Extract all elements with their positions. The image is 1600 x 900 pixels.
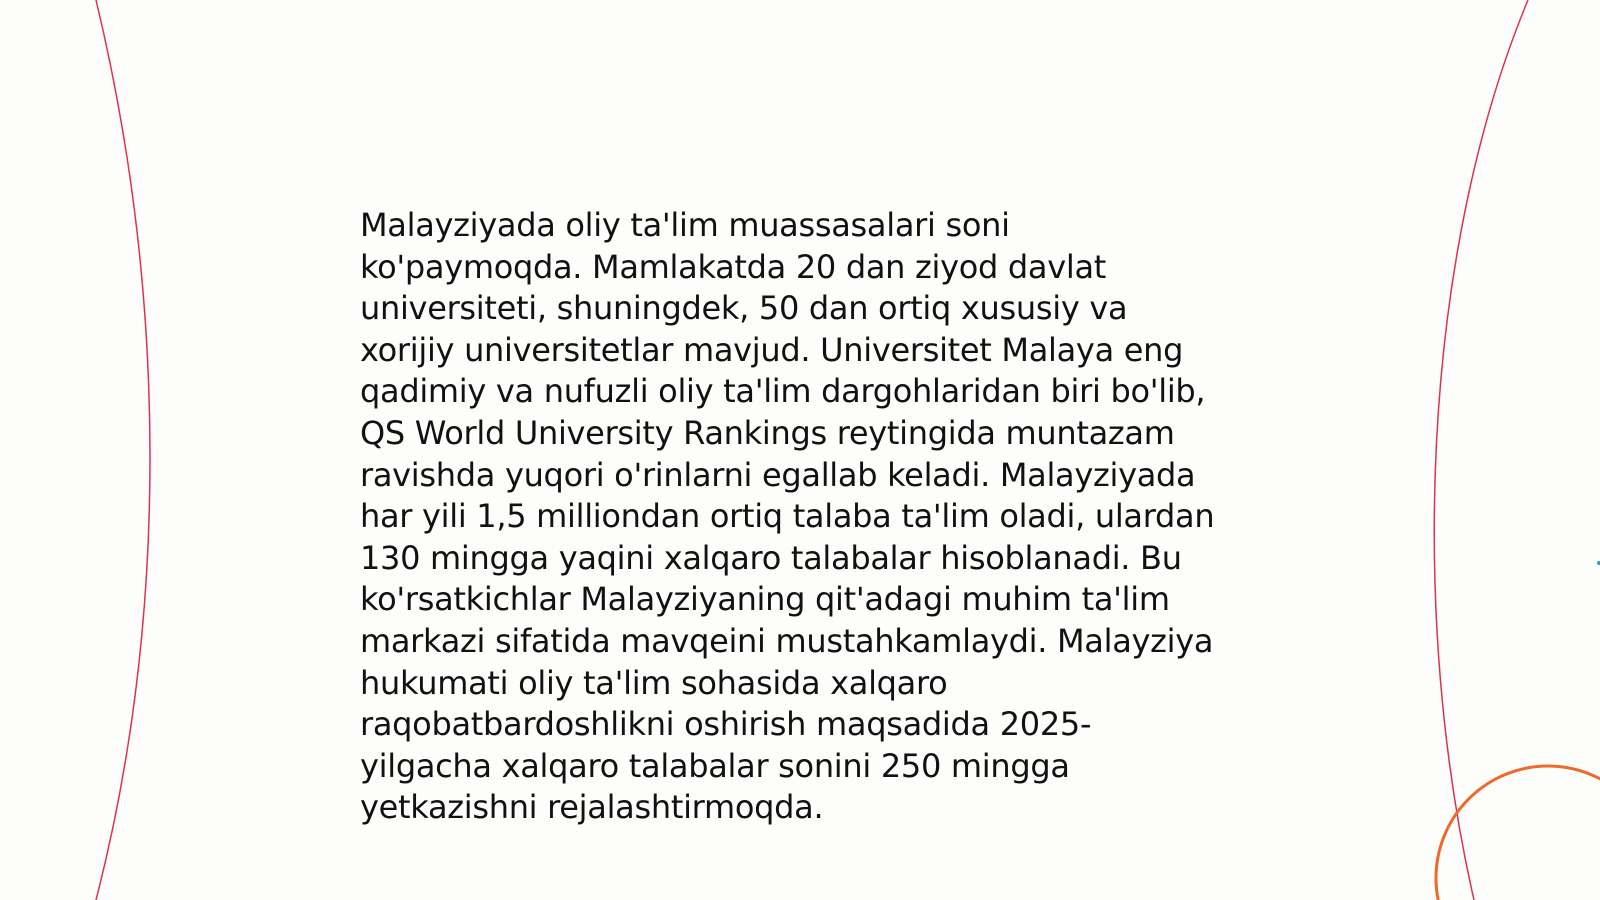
body-paragraph [360,205,1260,829]
paragraph-line: Malayziyada oliy ta'lim muassasalari soni [360,206,1010,244]
paragraph-line: ravishda yuqori o'rinlarni egallab keladi. Malayziyada [360,455,1196,494]
paragraph-line: ko'paymoqda. Mamlakatda 20 dan ziyod davlat [360,247,1107,286]
paragraph-line: yilgacha xalqaro talabalar sonini 250 mingga [360,746,1070,785]
left-arc [96,0,150,900]
paragraph-line: xorijiy universitetlar mavjud. Universitet Malaya eng [360,330,1184,369]
paragraph-line: raqobatbardoshlikni oshirish maqsadida 2025- [360,705,1092,744]
right-arc [1434,0,1528,900]
paragraph-line: ko'rsatkichlar Malayziyaning qit'adagi muhim ta'lim [360,580,1170,619]
paragraph-line: QS World University Rankings reytingida muntazam [360,413,1175,452]
paragraph-line: 130 mingga yaqini xalqaro talabalar hisoblanadi. Bu [360,538,1182,577]
paragraph-line: markazi sifatida mavqeini mustahkamlaydi. Malayziya [360,621,1214,660]
paragraph-line: qadimiy va nufuzli oliy ta'lim dargohlaridan biri bo'lib, [360,372,1206,411]
paragraph-line: hukumati oliy ta'lim sohasida xalqaro [360,663,948,702]
paragraph-line: har yili 1,5 milliondan ortiq talaba ta'lim oladi, ulardan [360,497,1215,536]
paragraph-line: yetkazishni rejalashtirmoqda. [360,788,824,827]
paragraph-line: universiteti, shuningdek, 50 dan ortiq xususiy va [360,289,1128,328]
